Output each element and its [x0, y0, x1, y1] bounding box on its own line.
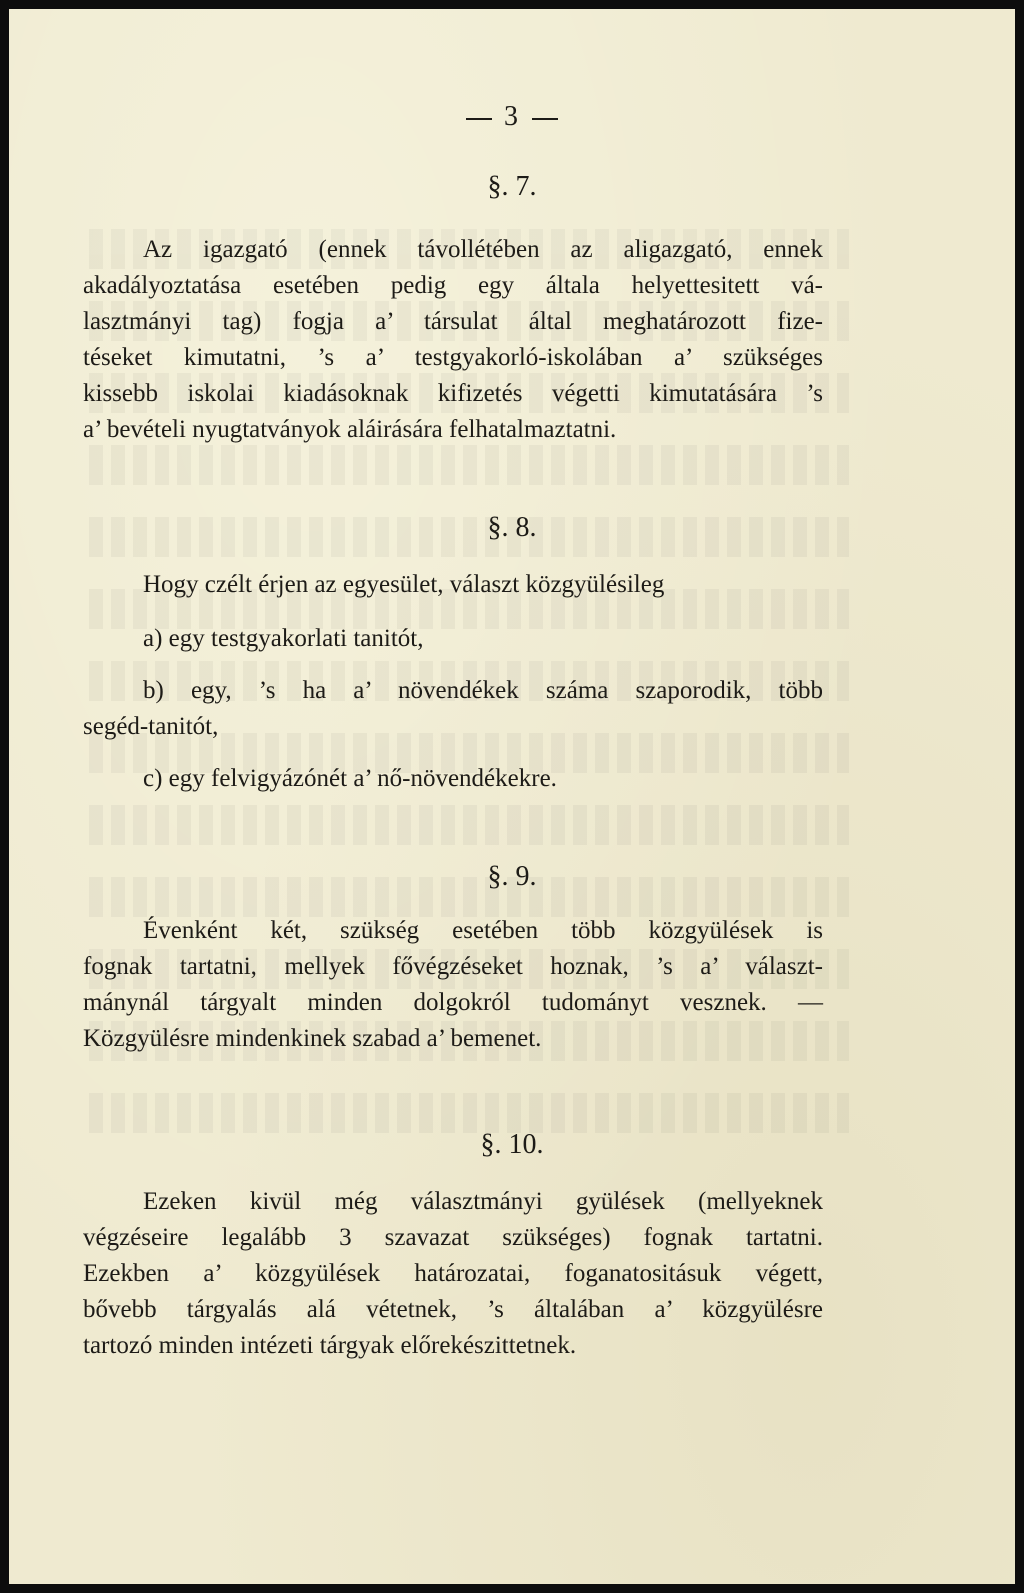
section-7-line-2: akadályoztatása esetében pedig egy általa helyettesitett vá- — [83, 272, 823, 299]
section-9-line-2: fognak tartatni, mellyek fővégzéseket hoznak, ’s a’ választ- — [83, 953, 823, 980]
section-10-paragraph — [83, 1184, 823, 1364]
section-9-paragraph — [83, 913, 823, 1057]
section-7-line-3: lasztmányi tag) fogja a’ társulat által meghatározott fize- — [83, 308, 823, 335]
page-number-dash-left — [466, 118, 492, 120]
section-7-line-1: Az igazgató (ennek távollétében az aligazgató, ennek — [143, 236, 823, 263]
section-8-item-b — [83, 673, 823, 745]
section-10-line-1: Ezeken kivül még választmányi gyülések (mellyeknek — [143, 1188, 823, 1215]
section-10-heading: §. 10. — [480, 1129, 544, 1160]
section-10-line-4: bővebb tárgyalás alá vétetnek, ’s általában a’ közgyülésre — [83, 1296, 823, 1323]
section-8-heading: §. 8. — [487, 512, 537, 543]
page-number — [9, 101, 1015, 133]
section-7-line-5: kissebb iskolai kiadásoknak kifizetés végetti kimutatására ’s — [83, 380, 823, 407]
section-7-line-4: téseket kimutatni, ’s a’ testgyakorló-iskolában a’ szükséges — [83, 344, 823, 371]
page-number-value: 3 — [504, 101, 520, 132]
section-9-line-1: Évenként két, szükség esetében több közgyülések is — [143, 917, 823, 944]
section-8-item-c-line: c) egy felvigyázónét a’ nő-növendékekre. — [143, 765, 557, 792]
section-8-intro — [83, 567, 823, 603]
section-8-item-a-line: a) egy testgyakorlati tanitót, — [143, 625, 424, 652]
section-7-line-6: a’ bevételi nyugtatványok aláirására felhatalmaztatni. — [83, 416, 617, 443]
section-7-paragraph — [83, 232, 823, 448]
section-8-item-b-line-1: b) egy, ’s ha a’ növendékek száma szaporodik, több — [143, 677, 823, 704]
page-number-dash-right — [532, 118, 558, 120]
section-9-line-3: mánynál tárgyalt minden dolgokról tudományt vesznek. — — [83, 989, 823, 1016]
section-10-line-5: tartozó minden intézeti tárgyak előrekészittetnek. — [83, 1332, 577, 1359]
section-8-item-a — [83, 621, 823, 657]
section-10-line-2: végzéseire legalább 3 szavazat szükséges) fognak tartatni. — [83, 1224, 823, 1251]
section-8-item-c — [83, 761, 823, 797]
document-page — [9, 9, 1015, 1584]
section-10-line-3: Ezekben a’ közgyülések határozatai, foganatositásuk végett, — [83, 1260, 823, 1287]
section-8-item-b-line-2: segéd-tanitót, — [83, 713, 219, 740]
section-9-heading: §. 9. — [487, 861, 537, 892]
section-8-intro-line: Hogy czélt érjen az egyesület, választ közgyülésileg — [143, 571, 665, 598]
section-7-heading: §. 7. — [487, 171, 537, 202]
section-9-line-4: Közgyülésre mindenkinek szabad a’ bemenet. — [83, 1025, 542, 1052]
